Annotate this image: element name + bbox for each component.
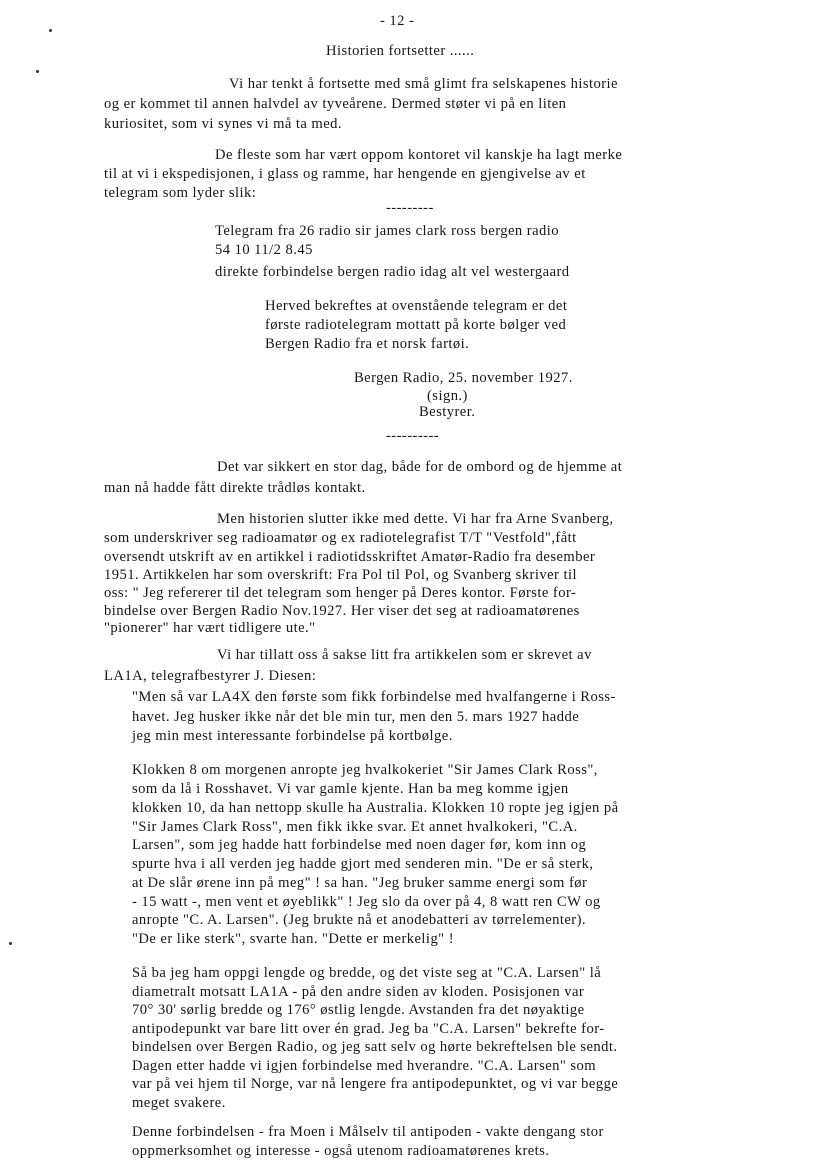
quote2-line: "Sir James Clark Ross", men fikk ikke svar. Et annet hvalkokeri, "C.A. bbox=[132, 819, 578, 835]
quote2-line: Klokken 8 om morgenen anropte jeg hvalkokeriet "Sir James Clark Ross", bbox=[132, 762, 598, 778]
para4-line: bindelse over Bergen Radio Nov.1927. Her viser det seg at radioamatørenes bbox=[104, 603, 580, 619]
confirmation-line: første radiotelegram mottatt på korte bølger ved bbox=[265, 317, 567, 333]
quote2-line: at De slår ørene inn på meg" ! sa han. "Jeg bruker samme energi som før bbox=[132, 875, 588, 891]
intro-line: Vi har tenkt å fortsette med små glimt fra selskapenes historie bbox=[229, 76, 618, 92]
intro-line: kuriositet, som vi synes vi må ta med. bbox=[104, 116, 343, 132]
signature-title: Bestyrer. bbox=[419, 404, 476, 420]
quote2-line: anropte "C. A. Larsen". (Jeg brukte nå et anodebatteri av tørrelementer). bbox=[132, 912, 587, 928]
margin-mark-1 bbox=[49, 29, 52, 32]
quote2-line: - 15 watt -, men vent et øyeblikk" ! Jeg slo da over på 4, 8 watt ren CW og bbox=[132, 894, 601, 910]
separator-bottom: ---------- bbox=[386, 428, 440, 444]
quote3-line: meget svakere. bbox=[132, 1095, 226, 1111]
quote1-line: jeg min mest interessante forbindelse på kortbølge. bbox=[132, 728, 453, 744]
quote3-line: antipodepunkt var bare litt over én grad. Jeg ba "C.A. Larsen" bekrefte for- bbox=[132, 1021, 605, 1037]
quote4-line: oppmerksomhet og interesse - også utenom radioamatørenes krets. bbox=[132, 1143, 550, 1159]
telegram-line: 54 10 11/2 8.45 bbox=[215, 242, 313, 258]
para4-line: "pionerer" har vært tidligere ute." bbox=[104, 620, 316, 636]
para2-line: til at vi i ekspedisjonen, i glass og ramme, har hengende en gjengivelse av et bbox=[104, 166, 586, 182]
para5-line: LA1A, telegrafbestyrer J. Diesen: bbox=[104, 668, 317, 684]
quote2-line: klokken 10, da han nettopp skulle ha Australia. Klokken 10 ropte jeg igjen på bbox=[132, 800, 619, 816]
separator-top: --------- bbox=[386, 200, 434, 216]
para2-line: De fleste som har vært oppom kontoret vil kanskje ha lagt merke bbox=[215, 147, 623, 163]
signature-sign: (sign.) bbox=[427, 388, 468, 404]
para3-line: man nå hadde fått direkte trådløs kontakt. bbox=[104, 480, 366, 496]
margin-mark-2 bbox=[36, 70, 39, 73]
confirmation-line: Herved bekreftes at ovenstående telegram er det bbox=[265, 298, 568, 314]
quote3-line: Så ba jeg ham oppgi lengde og bredde, og det viste seg at "C.A. Larsen" lå bbox=[132, 965, 602, 981]
intro-line: og er kommet til annen halvdel av tyveårene. Dermed støter vi på en liten bbox=[104, 96, 567, 112]
para2-line: telegram som lyder slik: bbox=[104, 185, 257, 201]
telegram-line: direkte forbindelse bergen radio idag alt vel westergaard bbox=[215, 264, 570, 280]
telegram-line: Telegram fra 26 radio sir james clark ross bergen radio bbox=[215, 223, 559, 239]
quote3-line: Dagen etter hadde vi igjen forbindelse med hverandre. "C.A. Larsen" som bbox=[132, 1058, 597, 1074]
para4-line: oversendt utskrift av en artikkel i radiotidsskriftet Amatør-Radio fra desember bbox=[104, 549, 596, 565]
quote3-line: diametralt motsatt LA1A - på den andre siden av kloden. Posisjonen var bbox=[132, 984, 585, 1000]
para3-line: Det var sikkert en stor dag, både for de ombord og de hjemme at bbox=[217, 459, 623, 475]
margin-mark-3 bbox=[9, 942, 12, 945]
quote1-line: havet. Jeg husker ikke når det ble min tur, men den 5. mars 1927 hadde bbox=[132, 709, 580, 725]
quote2-line: "De er like sterk", svarte han. "Dette er merkelig" ! bbox=[132, 931, 455, 947]
quote2-line: spurte hva i all verden jeg hadde gjort med senderen min. "De er så sterk, bbox=[132, 856, 594, 872]
para5-line: Vi har tillatt oss å sakse litt fra artikkelen som er skrevet av bbox=[217, 647, 592, 663]
quote2-line: som da lå i Rosshavet. Vi var gamle kjente. Han ba meg komme igjen bbox=[132, 781, 569, 797]
para4-line: som underskriver seg radioamatør og ex radiotelegrafist T/T "Vestfold",fått bbox=[104, 530, 577, 546]
quote4-line: Denne forbindelsen - fra Moen i Målselv til antipoden - vakte dengang stor bbox=[132, 1124, 604, 1140]
confirmation-line: Bergen Radio fra et norsk fartøi. bbox=[265, 336, 470, 352]
page-number: - 12 - bbox=[380, 13, 415, 29]
quote3-line: 70° 30' sørlig bredde og 176° østlig lengde. Avstanden fra det nøyaktige bbox=[132, 1002, 585, 1018]
quote3-line: bindelsen over Bergen Radio, og jeg satt selv og hørte bekreftelsen ble sendt. bbox=[132, 1039, 618, 1055]
signature-place-date: Bergen Radio, 25. november 1927. bbox=[354, 370, 573, 386]
para4-line: 1951. Artikkelen har som overskrift: Fra Pol til Pol, og Svanberg skriver til bbox=[104, 567, 577, 583]
quote1-line: "Men så var LA4X den første som fikk forbindelse med hvalfangerne i Ross- bbox=[132, 689, 616, 705]
quote2-line: Larsen", som jeg hadde hatt forbindelse med noen dager før, kom inn og bbox=[132, 837, 587, 853]
para4-line: oss: " Jeg refererer til det telegram som henger på Deres kontor. Første for- bbox=[104, 585, 577, 601]
quote3-line: var på vei hjem til Norge, var nå lengere fra antipodepunktet, og vi var begge bbox=[132, 1076, 619, 1092]
para4-line: Men historien slutter ikke med dette. Vi har fra Arne Svanberg, bbox=[217, 511, 614, 527]
heading: Historien fortsetter ...... bbox=[326, 43, 475, 59]
